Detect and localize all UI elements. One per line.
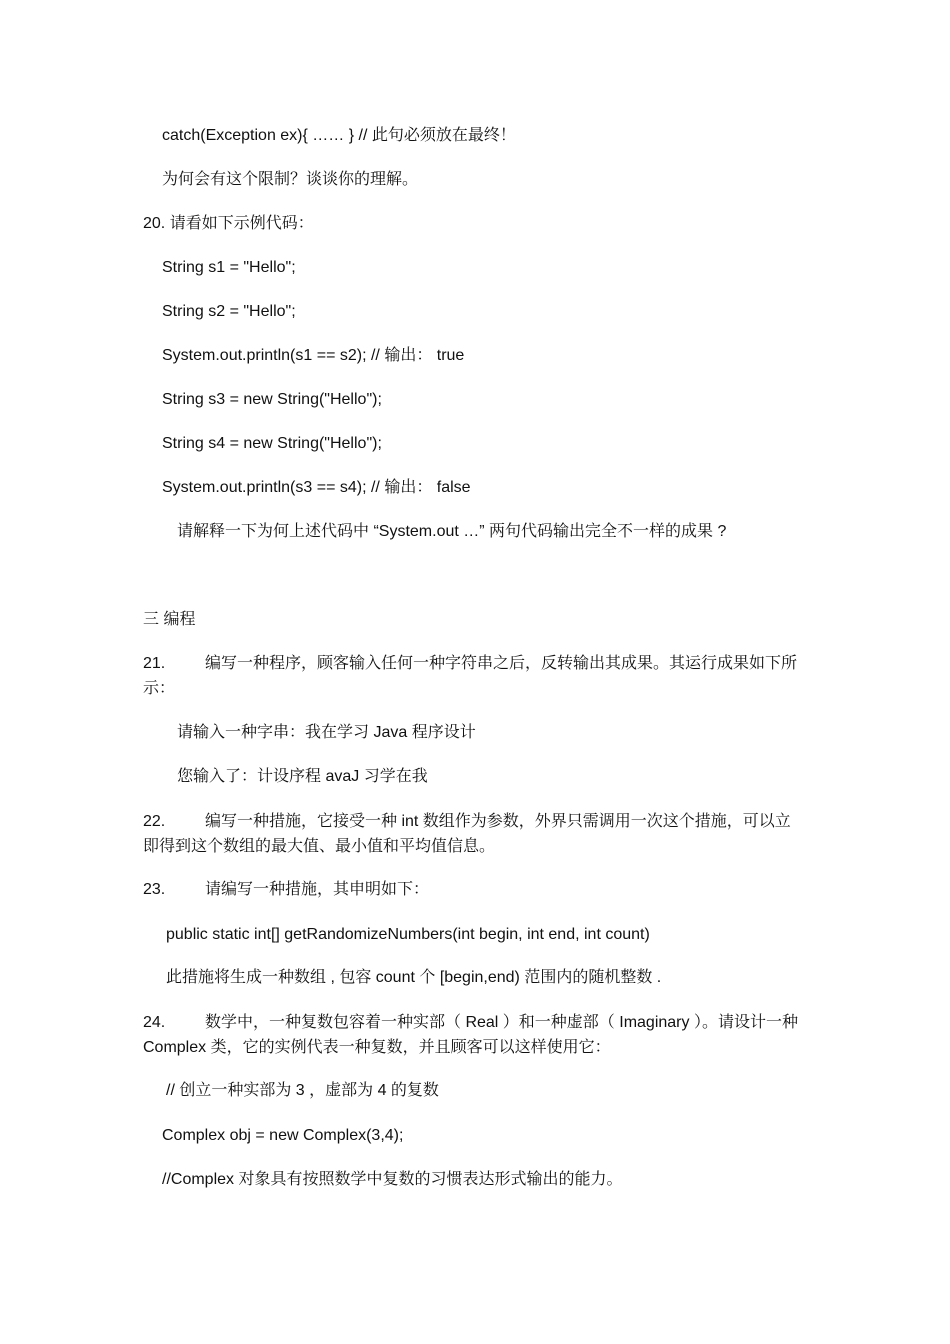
question-text: 编写一种措施，它接受一种 int 数组作为参数，外界只需调用一次这个措施，可以立即得到这个数组的最大值、最小值和平均值信息。: [143, 813, 791, 855]
method-description: 此措施将生成一种数组 , 包容 count 个 [begin,end) 范围内的随机整数 .: [166, 969, 662, 986]
why-limit-question: 为何会有这个限制？谈谈你的理解。: [162, 171, 419, 188]
question-number: 24.: [143, 1014, 166, 1031]
code-line: System.out.println(s1 == s2); // 输出： true: [162, 347, 465, 364]
sample-output-line: 您输入了：计设序程 avaJ 习学在我: [177, 768, 428, 785]
method-signature: public static int[] getRandomizeNumbers(int begin, int end, int count): [166, 926, 650, 943]
question-text: 请编写一种措施，其申明如下：: [205, 881, 430, 898]
code-line: String s4 = new String("Hello");: [162, 435, 382, 452]
question-text: 数学中，一种复数包容着一种实部（ Real ）和一种虚部（ Imaginary ）。请设计一种 Complex 类，它的实例代表一种复数，并且顾客可以这样使用它：: [143, 1014, 798, 1056]
code-line: String s3 = new String("Hello");: [162, 391, 382, 408]
catch-code-line: catch(Exception ex){ …… } // 此句必须放在最终！: [162, 127, 516, 144]
question-20-heading: 20. 请看如下示例代码：: [143, 215, 314, 232]
code-line: System.out.println(s3 == s4); // 输出： false: [162, 479, 471, 496]
code-comment-line: //Complex 对象具有按照数学中复数的习惯表达形式输出的能力。: [162, 1171, 623, 1188]
section-heading: 三 编程: [143, 611, 196, 628]
question-number: 22.: [143, 813, 166, 830]
question-21: [143, 651, 803, 701]
code-comment-line: // 创立一种实部为 3 ，虚部为 4 的复数: [166, 1082, 439, 1099]
question-23: [143, 880, 429, 900]
question-22: [143, 809, 803, 859]
question-number: 23.: [143, 881, 166, 898]
question-24: [143, 1010, 803, 1060]
code-line: Complex obj = new Complex(3,4);: [162, 1127, 404, 1144]
code-line: String s1 = "Hello";: [162, 259, 296, 276]
code-line: String s2 = "Hello";: [162, 303, 296, 320]
question-20-ask: 请解释一下为何上述代码中 “System.out …” 两句代码输出完全不一样的成果 ?: [177, 523, 727, 540]
question-number: 21.: [143, 655, 166, 672]
question-text: 编写一种程序，顾客输入任何一种字符串之后，反转输出其成果。其运行成果如下所示：: [143, 655, 798, 697]
sample-input-line: 请输入一种字串：我在学习 Java 程序设计: [177, 724, 476, 741]
